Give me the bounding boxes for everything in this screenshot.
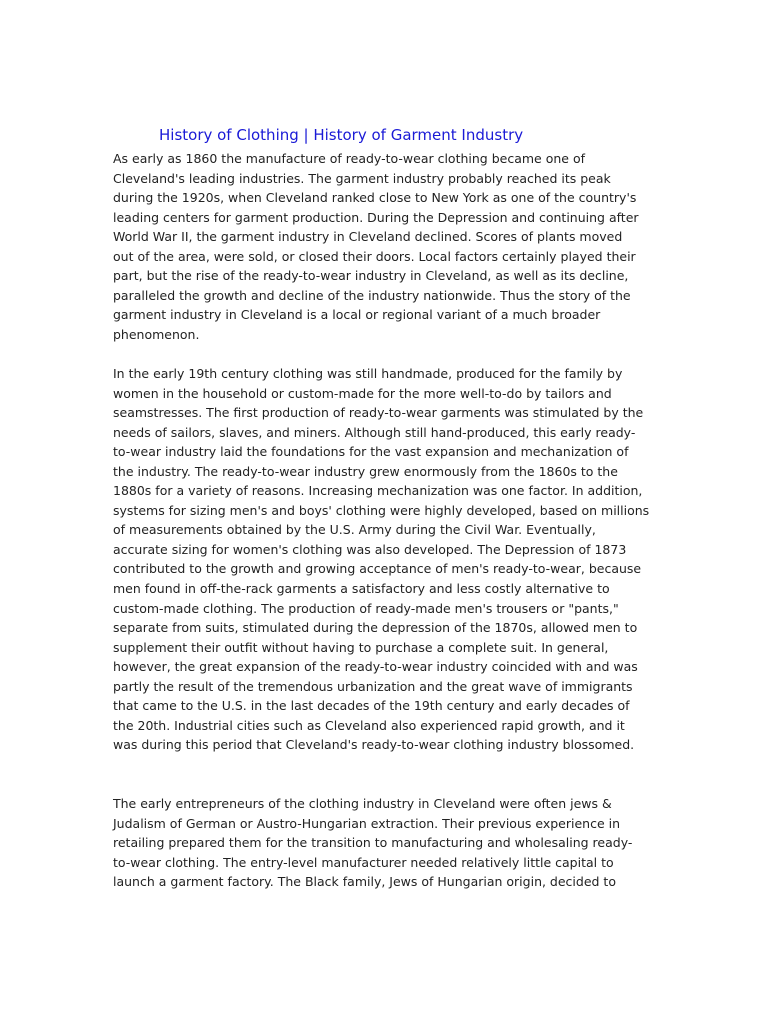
text-line: custom-made clothing. The production of ready-made men's trousers or "pants," bbox=[113, 600, 619, 616]
text-line: As early as 1860 the manufacture of ready-to-wear clothing became one of bbox=[113, 151, 585, 166]
text-line: during the 1920s, when Cleveland ranked close to New York as one of the country's bbox=[113, 190, 637, 206]
text-line: Judalism of German or Austro-Hungarian extraction. Their previous experience in bbox=[113, 815, 621, 831]
paragraph-3 bbox=[113, 794, 658, 892]
text-line: seamstresses. The first production of ready-to-wear garments was stimulated by the bbox=[113, 405, 644, 421]
text-line: needs of sailors, slaves, and miners. Although still hand-produced, this early ready- bbox=[113, 424, 636, 440]
text-line: that came to the U.S. in the last decades of the 19th century and early decades of bbox=[113, 698, 630, 714]
text-line: Cleveland's leading industries. The garment industry probably reached its peak bbox=[113, 170, 611, 186]
text-line: The early entrepreneurs of the clothing industry in Cleveland were often jews & bbox=[113, 796, 612, 811]
text-line: women in the household or custom-made for the more well-to-do by tailors and bbox=[113, 385, 612, 401]
document-title: History of Clothing | History of Garment Industry bbox=[159, 126, 524, 144]
text-line: part, but the rise of the ready-to-wear industry in Cleveland, as well as its decline, bbox=[113, 268, 629, 284]
text-line: of measurements obtained by the U.S. Army during the Civil War. Eventually, bbox=[113, 522, 596, 538]
text-line: systems for sizing men's and boys' clothing were highly developed, based on millions bbox=[113, 502, 650, 518]
text-line: out of the area, were sold, or closed their doors. Local factors certainly played their bbox=[113, 248, 636, 264]
text-line: however, the great expansion of the ready-to-wear industry coincided with and was bbox=[113, 659, 638, 675]
text-line: was during this period that Cleveland's ready-to-wear clothing industry blossomed. bbox=[113, 737, 635, 753]
text-line: phenomenon. bbox=[113, 326, 200, 342]
text-line: World War II, the garment industry in Cleveland declined. Scores of plants moved bbox=[113, 229, 623, 245]
text-line: garment industry in Cleveland is a local or regional variant of a much broader bbox=[113, 307, 601, 323]
paragraph-1 bbox=[113, 149, 658, 344]
text-line: launch a garment factory. The Black family, Jews of Hungarian origin, decided to bbox=[113, 874, 616, 890]
text-line: 1880s for a variety of reasons. Increasing mechanization was one factor. In addition, bbox=[113, 483, 643, 499]
text-line: men found in off-the-rack garments a satisfactory and less costly alternative to bbox=[113, 581, 610, 597]
text-line: the industry. The ready-to-wear industry grew enormously from the 1860s to the bbox=[113, 463, 618, 479]
text-line: partly the result of the tremendous urbanization and the great wave of immigrants bbox=[113, 678, 633, 694]
text-line: the 20th. Industrial cities such as Cleveland also experienced rapid growth, and it bbox=[113, 717, 625, 733]
text-line: to-wear industry laid the foundations for the vast expansion and mechanization of bbox=[113, 444, 629, 460]
text-line: to-wear clothing. The entry-level manufacturer needed relatively little capital to bbox=[113, 854, 614, 870]
text-line: accurate sizing for women's clothing was also developed. The Depression of 1873 bbox=[113, 541, 627, 557]
text-line: retailing prepared them for the transition to manufacturing and wholesaling ready- bbox=[113, 835, 633, 851]
text-line: contributed to the growth and growing acceptance of men's ready-to-wear, because bbox=[113, 561, 642, 577]
paragraph-2 bbox=[113, 364, 658, 755]
text-line: leading centers for garment production. During the Depression and continuing after bbox=[113, 209, 639, 225]
text-line: In the early 19th century clothing was still handmade, produced for the family by bbox=[113, 366, 623, 381]
text-line: separate from suits, stimulated during the depression of the 1870s, allowed men to bbox=[113, 620, 638, 636]
text-line: supplement their outfit without having to purchase a complete suit. In general, bbox=[113, 639, 609, 655]
text-line: paralleled the growth and decline of the industry nationwide. Thus the story of the bbox=[113, 287, 631, 303]
